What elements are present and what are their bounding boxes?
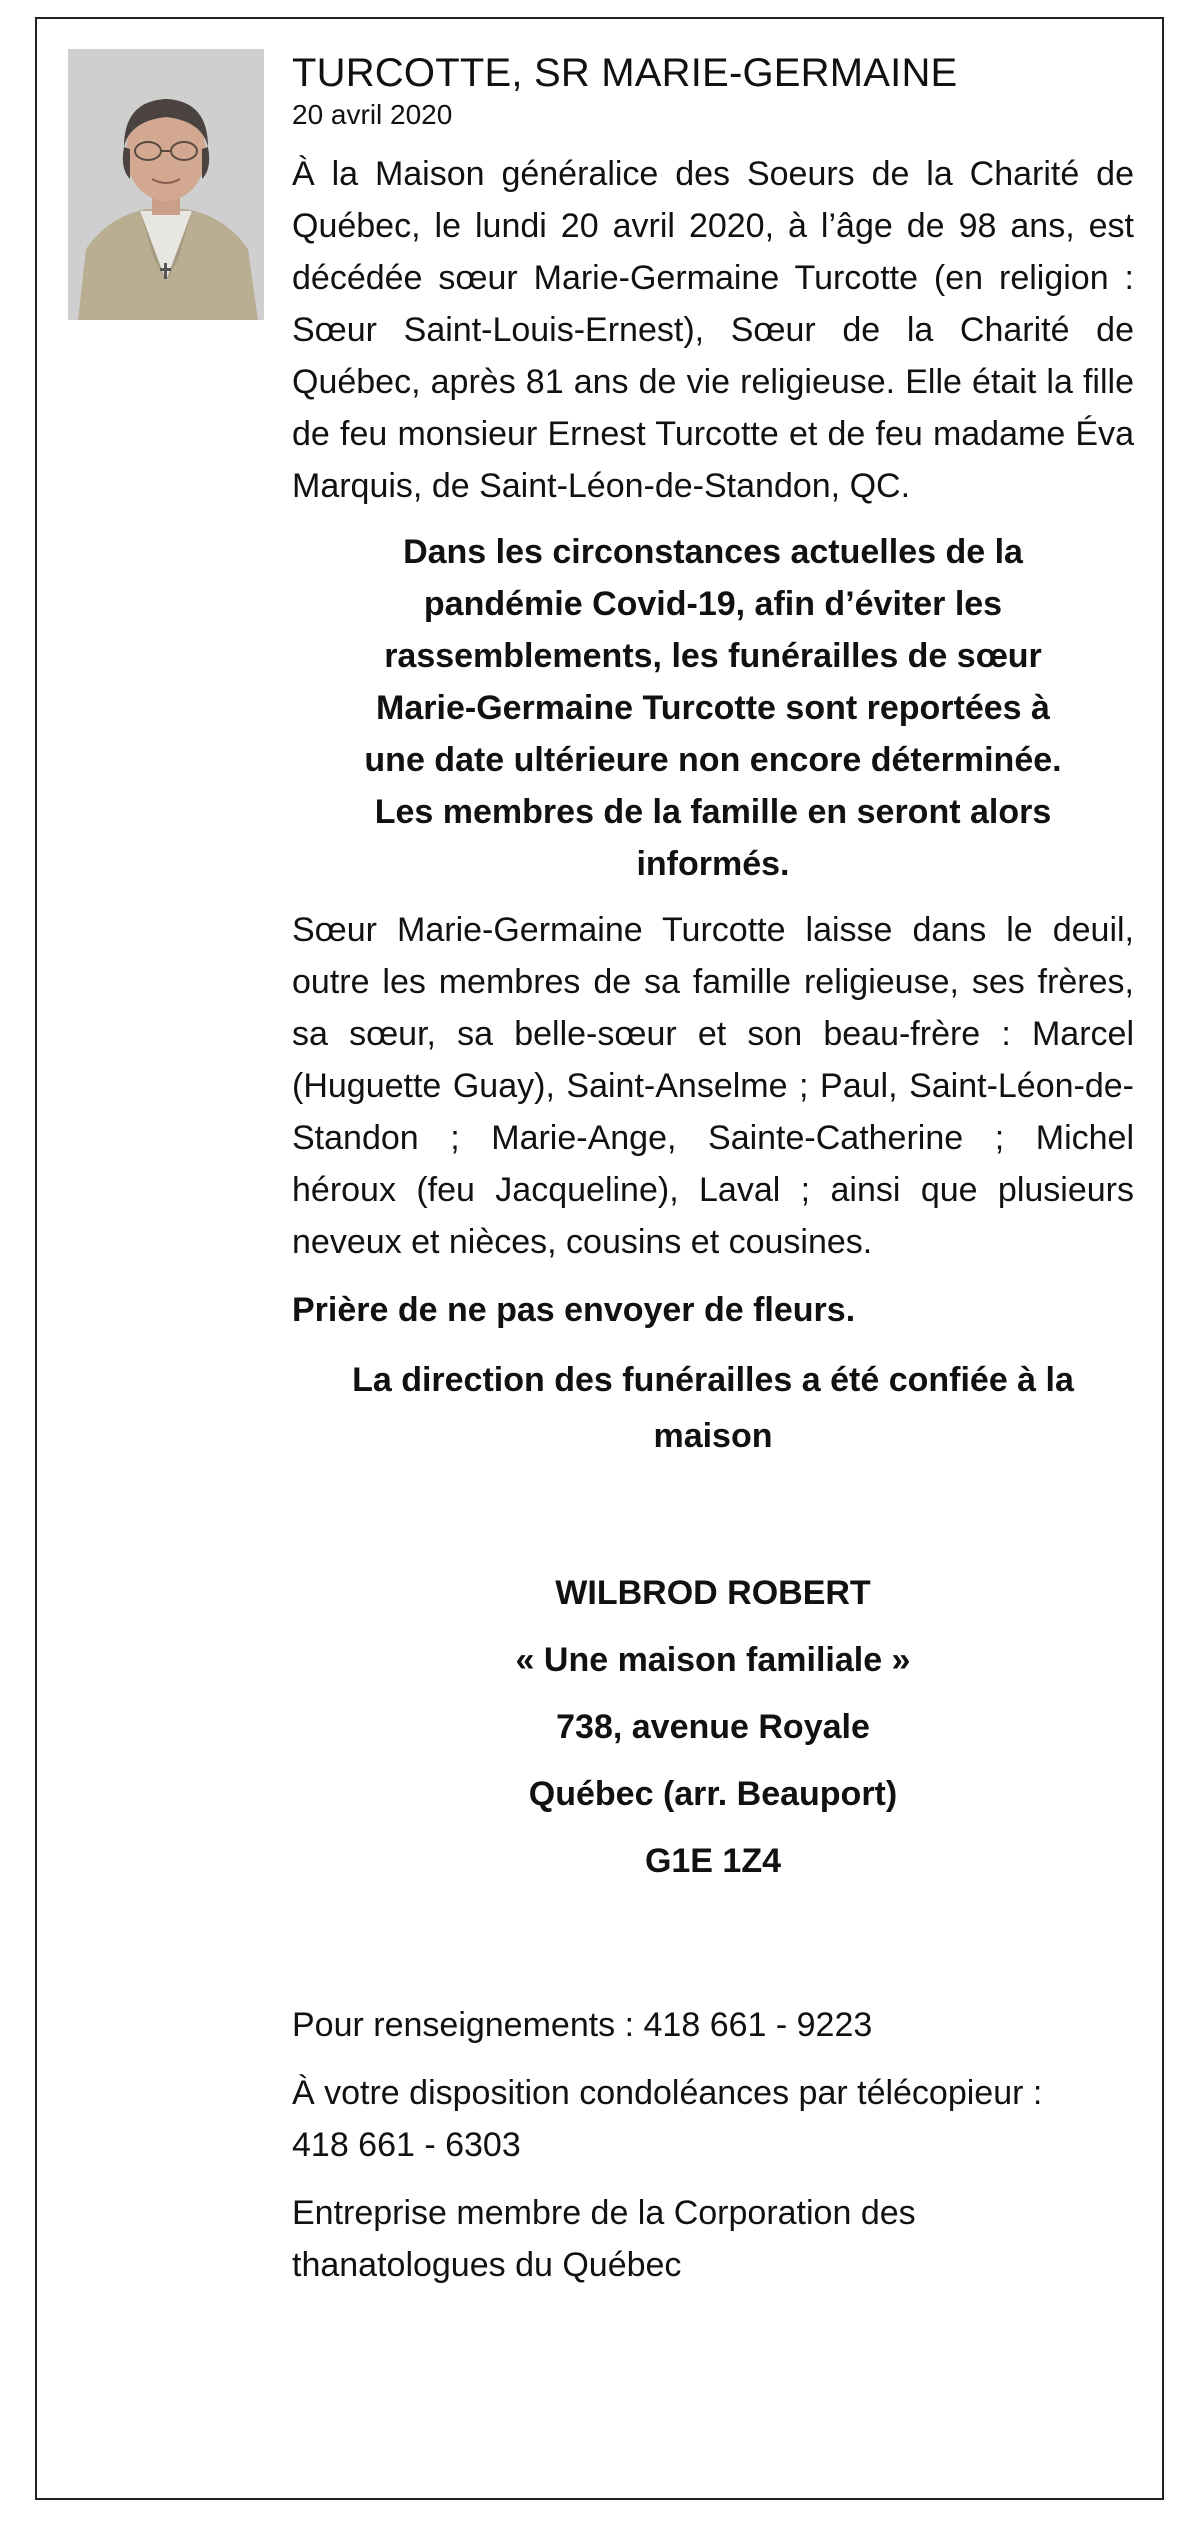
direction-line: maison [653, 1417, 773, 1455]
notice-line: pandémie Covid-19, afin d’éviter les [423, 585, 1003, 623]
contact-info [292, 1999, 1134, 2291]
phone-line: Pour renseignements : 418 661 - 9223 [292, 2006, 873, 2044]
fax-info [292, 2067, 1134, 2171]
direction-line: La direction des funérailles a été confiée à la [352, 1361, 1074, 1399]
notice-line: une date ultérieure non encore déterminée. [364, 741, 1062, 779]
notice-line: rassemblements, les funérailles de sœur [384, 637, 1042, 675]
covid-notice [292, 526, 1134, 890]
fax-number: 418 661 - 6303 [292, 2126, 521, 2164]
notice-line: Les membres de la famille en seront alors [374, 793, 1052, 831]
portrait-photo [68, 49, 264, 320]
flowers-notice: Prière de ne pas envoyer de fleurs. [292, 1291, 856, 1329]
survivors-paragraph: Sœur Marie-Germaine Turcotte laisse dans le deuil, outre les membres de sa famille religieuse, ses frères, sa sœur, sa belle-sœur et son beau-frère : Marcel (Huguette Guay), Saint-Anselme ; Paul, Saint-Léon-de-Standon ; Marie-Ange, Sainte-Catherine ; Michel héroux (feu Jacqueline), Laval ; ainsi que plusieurs neveux et nièces, cousins et cousines. [292, 911, 1134, 1261]
notice-line: Dans les circonstances actuelles de la [403, 533, 1023, 571]
notice-line: informés. [636, 845, 790, 883]
funeral-home-street: 738, avenue Royale [556, 1708, 870, 1746]
funeral-home-slogan: « Une maison familiale » [515, 1641, 911, 1679]
deceased-name: TURCOTTE, SR MARIE-GERMAINE [292, 51, 958, 95]
obituary-date: 20 avril 2020 [292, 99, 453, 130]
obituary-content [292, 48, 1134, 2307]
membership-line: thanatologues du Québec [292, 2246, 682, 2284]
funeral-home-city: Québec (arr. Beauport) [528, 1775, 898, 1813]
funeral-direction [292, 1352, 1134, 1464]
funeral-home-address [292, 1560, 1134, 1895]
funeral-home-name: WILBROD ROBERT [555, 1574, 871, 1612]
membership-line: Entreprise membre de la Corporation des [292, 2194, 916, 2232]
funeral-home-postal-code: G1E 1Z4 [644, 1842, 782, 1880]
fax-label: À votre disposition condoléances par télécopieur : [292, 2074, 1043, 2112]
membership-info [292, 2187, 1134, 2291]
notice-line: Marie-Germaine Turcotte sont reportées à [376, 689, 1050, 727]
intro-paragraph: À la Maison généralice des Soeurs de la Charité de Québec, le lundi 20 avril 2020, à l’âge de 98 ans, est décédée sœur Marie-Germaine Turcotte (en religion : Sœur Saint-Louis-Ernest), Sœur de la Charité de Québec, après 81 ans de vie religieuse. Elle était la fille de feu monsieur Ernest Turcotte et de feu madame Éva Marquis, de Saint-Léon-de-Standon, QC. [292, 155, 1134, 505]
